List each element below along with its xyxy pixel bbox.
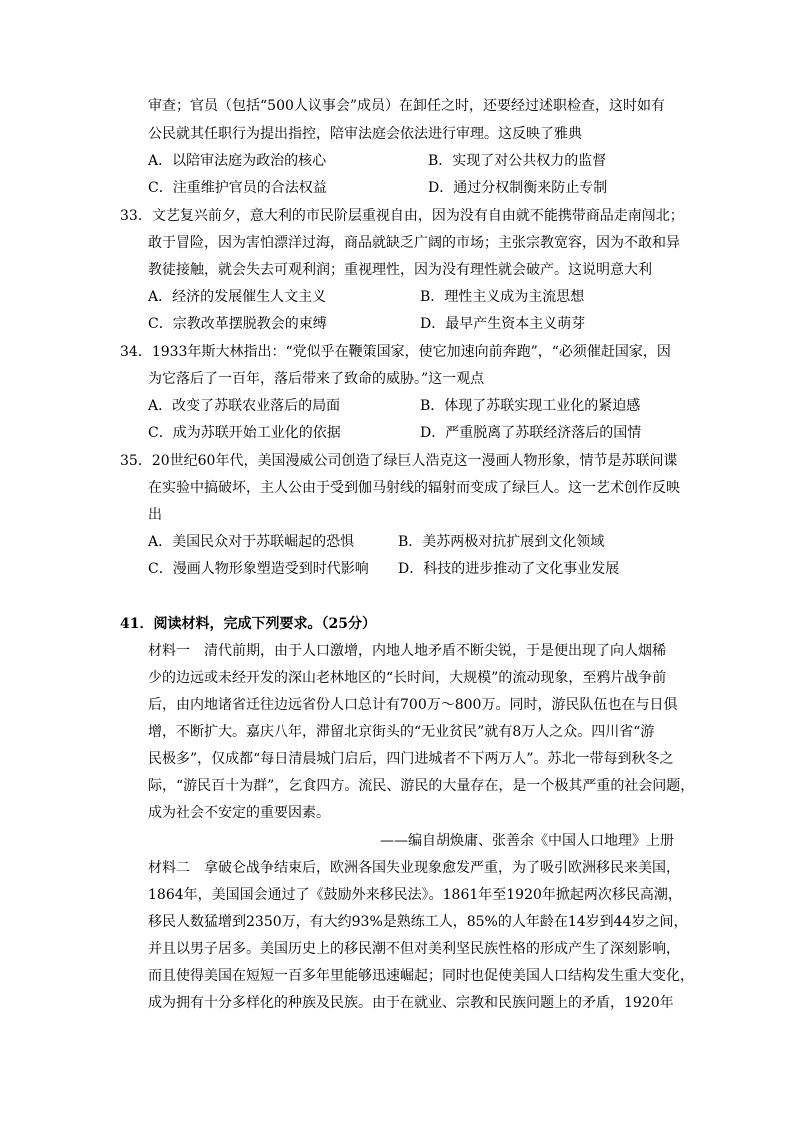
q41-material1-line-3: 后，由内地诸省迁往边远省份人口总计有700万～800万。同时，游民队伍也在与日俱 (148, 697, 678, 713)
q35-line-2: 在实验中搞破坏，主人公由于受到伽马射线的辐射而变成了绿巨人。这一艺术创作反映 (148, 480, 680, 496)
q35-option-b: B．美苏两极对抗扩展到文化领域 (398, 534, 605, 550)
q34-line-2: 为它落后了一百年，落后带来了致命的威胁。”这一观点 (148, 371, 485, 387)
q32-option-b: B．实现了对公共权力的监督 (428, 153, 607, 169)
q33-option-d: D．最早产生资本主义萌芽 (420, 316, 586, 332)
q34-option-a: A．改变了苏联农业落后的局面 (148, 398, 341, 414)
q32-option-a: A．以陪审法庭为政治的核心 (148, 153, 327, 169)
q41-material2-line-6: 成为拥有十分多样化的种族及民族。由于在就业、宗教和民族问题上的矛盾，1920年 (148, 995, 674, 1011)
q33-option-a: A．经济的发展催生人文主义 (148, 289, 327, 305)
q41-material2-line-5: 而且使得美国在短短一百多年里能够迅速崛起；同时也促使美国人口结构发生重大变化， (148, 968, 694, 984)
q33-line-1: 33．文艺复兴前夕，意大利的市民阶层重视自由，因为没有自由就不能携带商品走南闯北； (120, 208, 684, 224)
q41-material1-line-1: 材料一 清代前期，由于人口激增，内地人地矛盾不断尖锐，于是便出现了向人烟稀 (148, 643, 666, 659)
q41-material1-line-5: 民极多”，仅成都“每日清晨城门启后，四门进城者不下两万人”。苏北一带每到秋冬之 (148, 751, 674, 767)
q41-heading: 41．阅读材料，完成下列要求。（25分） (120, 616, 376, 632)
q41-material1-line-6: 际，“游民百十为群”，乞食四方。流民、游民的大量存在，是一个极其严重的社会问题， (148, 778, 695, 794)
q35-option-d: D．科技的进步推动了文化事业发展 (398, 561, 620, 577)
q41-material2-line-4: 并且以男子居多。美国历史上的移民潮不但对美利坚民族性格的形成产生了深刻影响， (148, 941, 680, 957)
q41-source-1: ——编自胡焕庸、张善余《中国人口地理》上册 (380, 833, 674, 849)
q34-option-d: D．严重脱离了苏联经济落后的国情 (420, 425, 642, 441)
q34-option-c: C．成为苏联开始工业化的依据 (148, 425, 341, 441)
q33-line-2: 敢于冒险，因为害怕漂洋过海，商品就缺乏广阔的市场；主张宗教宽容，因为不敢和异 (148, 235, 680, 251)
q41-material2-line-2: 1864年，美国国会通过了《鼓励外来移民法》。1861年至1920年掀起两次移民高潮， (148, 887, 682, 903)
q41-material1-line-7: 成为社会不安定的重要因素。 (148, 805, 330, 821)
q41-material1-line-4: 增，不断扩大。嘉庆八年，滞留北京街头的“无业贫民”就有8万人之众。四川省“游 (148, 724, 655, 740)
q35-line-3: 出 (148, 507, 162, 523)
q34-line-1: 34．1933年斯大林指出：“党似乎在鞭策国家，使它加速向前奔跑”，“必须催赶国家，因 (120, 344, 671, 360)
q35-line-1: 35．20世纪60年代，美国漫威公司创造了绿巨人浩克这一漫画人物形象，情节是苏联间谍 (120, 453, 678, 469)
q33-option-b: B．理性主义成为主流思想 (420, 289, 585, 305)
q34-option-b: B．体现了苏联实现工业化的紧迫感 (420, 398, 641, 414)
q33-option-c: C．宗教改革摆脱教会的束缚 (148, 316, 327, 332)
q35-option-c: C．漫画人物形象塑造受到时代影响 (148, 561, 369, 577)
q32-option-d: D．通过分权制衡来防止专制 (428, 180, 608, 196)
q35-option-a: A．美国民众对于苏联崛起的恐惧 (148, 534, 355, 550)
q32-line-2: 公民就其任职行为提出指控，陪审法庭会依法进行审理。这反映了雅典 (148, 126, 582, 142)
q41-material1-line-2: 少的边远或未经开发的深山老林地区的“长时间，大规模”的流动现象，至鸦片战争前 (148, 670, 667, 686)
q41-material2-line-3: 移民人数猛增到2350万，有大约93%是熟练工人，85%的人年龄在14岁到44岁之间， (148, 914, 688, 930)
q33-line-3: 教徒接触，就会失去可观利润；重视理性，因为没有理性就会破产。这说明意大利 (148, 262, 652, 278)
q41-material2-line-1: 材料二 拿破仑战争结束后，欧洲各国失业现象愈发严重，为了吸引欧洲移民来美国， (148, 860, 680, 876)
q32-line-1: 审查；官员（包括“500人议事会”成员）在卸任之时，还要经过述职检查，这时如有 (148, 98, 666, 114)
q32-option-c: C．注重维护官员的合法权益 (148, 180, 327, 196)
